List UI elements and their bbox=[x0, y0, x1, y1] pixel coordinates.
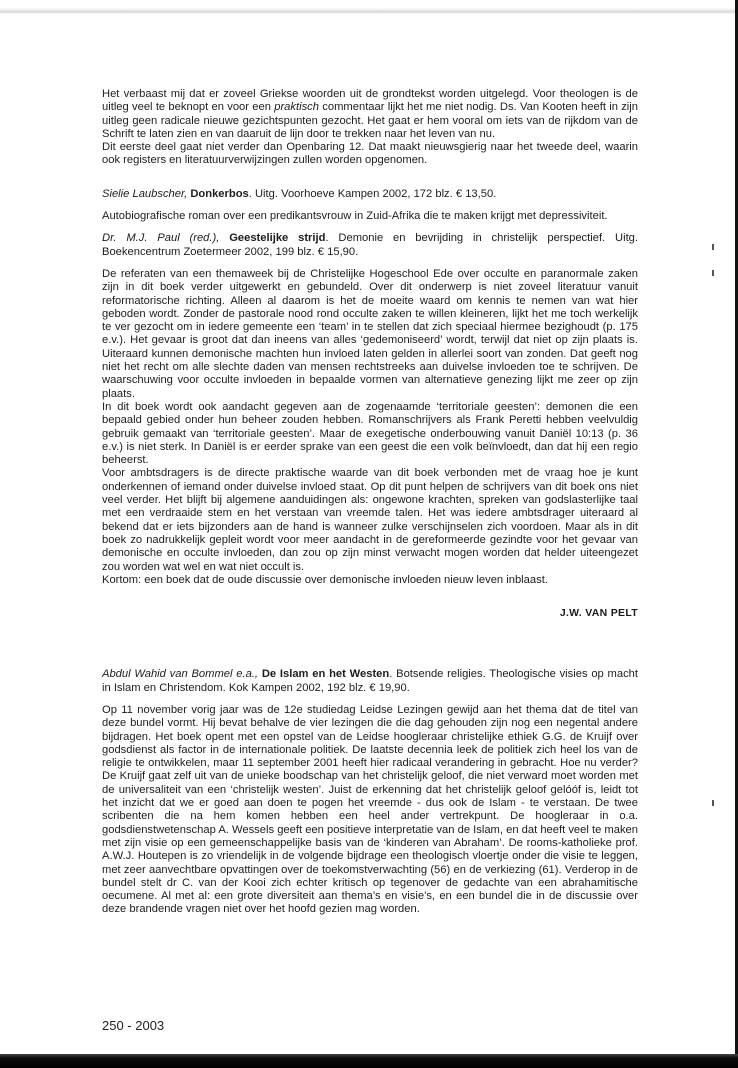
review-paragraph: In dit boek wordt ook aandacht gegeven aan de zogenaamde ‘territoriale geesten’: demonen die een bepaald gebied onder hun beheer zouden hebben. Romanschrijvers als Frank Peretti hebben veelvuldig gebruik gemaakt van ‘territoriale geesten’. Maar de exegetische onderbouwing vanuit Daniël 10:13 (p. 36 e.v.) is niet sterk. In Daniël is er eerder sprake van een geest die een volk beïnvloedt, dan dat hij een regio beheerst. bbox=[102, 400, 638, 467]
review-paragraph: Voor ambtsdragers is de directe praktische waarde van dit boek verbonden met de vraag hoe je kunt onderkennen of iemand onder duivelse invloed staat. Op dit punt helpen de schrijvers van dit boek ons niet veel verder. Het blijft bij algemene aanduidingen als: ongewone krachten, spreken van godslasterlijke taal met een verdraaide stem en het verstaan van vreemde talen. Het was iedere ambtsdrager uiteraard al bekend dat er iets bijzonders aan de hand is wanneer zulke verschijnselen zich voordoen. Maar als in dit boek zo nadrukkelijk gepleit wordt voor meer aandacht in de gereformeerde gezindte voor het gevaar van demonische en occulte invloeden, dan zou op zijn minst verwacht mogen worden dat helder uiteengezet zou worden wat wel en wat niet occult is. bbox=[102, 467, 638, 573]
review-openbaring-continued bbox=[102, 88, 638, 168]
scan-speck bbox=[712, 270, 714, 276]
book-entry-donkerbos bbox=[102, 188, 638, 224]
book-title: Geestelijke strijd bbox=[229, 232, 326, 245]
book-author: Sielie Laubscher, bbox=[102, 187, 188, 200]
book-reference bbox=[102, 188, 638, 201]
book-details: . Botsende religies. Theologische visies op macht in Islam en Christendom. Kok Kampen 2002, 192 blz. € 19,90. bbox=[102, 668, 639, 694]
review-paragraph: Het verbaast mij dat er zoveel Griekse woorden uit de grondtekst worden uitgelegd. Voor theologen is de uitleg veel te beknopt en voor een praktisch commentaar lijkt het me niet nodig. Ds. Van Kooten heeft in zijn uitleg geen radicale nieuwe gezichtspunten gezocht. Het gaat er hem vooral om iets van de rijkdom van de Schrift te laten zien en van daaruit de lijn door te trekken naar het leven van nu. bbox=[102, 88, 638, 140]
scan-speck bbox=[712, 800, 714, 806]
book-title: De Islam en het Westen bbox=[261, 668, 390, 681]
scan-top-edge bbox=[0, 0, 738, 14]
book-entry-geestelijke-strijd bbox=[102, 232, 638, 620]
book-summary: Autobiografische roman over een predikantsvrouw in Zuid-Afrika die te maken krijgt met depressiviteit. bbox=[102, 210, 608, 223]
book-author: Abdul Wahid van Bommel e.a., bbox=[102, 668, 259, 681]
review-paragraph: Kortom: een boek dat de oude discussie over demonische invloeden nieuw leven inblaast. bbox=[102, 573, 548, 586]
book-details: . Demonie en bevrijding in christelijk perspectief. Uitg. Boekencentrum Zoetermeer 2002, 199 blz. € 15,90. bbox=[102, 232, 639, 258]
page-number: 250 - 2003 bbox=[102, 1018, 165, 1033]
review-paragraph: De referaten van een themaweek bij de Christelijke Hogeschool Ede over occulte en paranormale zaken zijn in dit boek verder uitgewerkt en gebundeld. Over dit onderwerp is niet zoveel literatuur vanuit reformatorische richting. Alleen al daarom is het de moeite waard om kennis te nemen van wat hier geboden wordt. Zonder de pastorale nood rond occulte zaken te willen kleineren, lijkt het me toch werkelijk te ver gezocht om in iedere gemeente een ‘team’ in te stellen dat zich speciaal hiermee bezighoudt (p. 175 e.v.). Het gevaar is groot dat dan ineens van alles ‘gedemoniseerd’ wordt, terwijl dat niet op zijn plaats is. Uiteraard kunnen demonische machten hun invloed laten gelden in allerlei soort van zonden. Dat geeft nog niet het recht om alle slechte daden van mensen rechtstreeks aan duivelse invloeden toe te schrijven. De waarschuwing voor occulte invloeden in bepaalde vormen van alternatieve genezing lijkt me zeer op zijn plaats. bbox=[102, 267, 638, 400]
page-content bbox=[102, 88, 638, 917]
book-details: . Uitg. Voorhoeve Kampen 2002, 172 blz. € 13,50. bbox=[248, 187, 497, 200]
scan-speck bbox=[712, 244, 714, 250]
reviewer-signature: J.W. VAN PELT bbox=[559, 607, 638, 620]
book-reference bbox=[102, 668, 638, 695]
book-entry-islam-westen bbox=[102, 668, 638, 916]
book-reference bbox=[102, 232, 638, 259]
scan-bottom-edge bbox=[0, 1054, 738, 1068]
book-title: Donkerbos bbox=[190, 187, 249, 200]
book-author: Dr. M.J. Paul (red.), bbox=[102, 232, 220, 245]
review-paragraph: Dit eerste deel gaat niet verder dan Openbaring 12. Dat maakt nieuwsgierig naar het tweede deel, waarin ook registers en literatuurverwijzingen zullen worden opgenomen. bbox=[102, 141, 638, 167]
review-paragraph: Op 11 november vorig jaar was de 12e studiedag Leidse Lezingen gewijd aan het thema dat de titel van deze bundel vormt. Hij bevat behalve de vier lezingen die die dag gehouden zijn nog een negental andere bijdragen. Het boek opent met een opstel van de Leidse hoogleraar christelijke ethiek G.G. de Kruijf over godsdienst als factor in de internationale politiek. De laatste decennia leek de politiek zich heel los van de religie te ontwikkelen, maar 11 september 2001 heeft hier radicaal verandering in gebracht. Hoe nu verder? De Kruijf gaat zelf uit van de unieke boodschap van het christelijk geloof, die niet verward moet worden met de universaliteit van een ‘christelijk westen’. Juist de erkenning dat het christelijk geloof gelóóf is, leidt tot het inzicht dat we er goed aan doen te pogen het vreemde - dus ook de Islam - te verstaan. De twee scribenten die na hem komen hebben een heel ander vertrekpunt. De hoogleraar in o.a. godsdienstwetenschap A. Wessels geeft een positieve interpretatie van de Islam, en dat heeft veel te maken met zijn visie op een gemeenschappelijke basis van de ‘kinderen van Abraham’. De rooms-katholieke prof. A.W.J. Houtepen is zo vriendelijk in de volgende bijdrage een theologisch vloertje onder die visie te leggen, met zeer aanvechtbare opvattingen over de toekomstverwachting (56) en de verkiezing (61). Verderop in de bundel stelt dr C. van der Kooi zich echter kritisch op tegenover de gedachte van een abrahamitische oecumene. Al met al: een grote diversiteit aan thema’s en visie’s, en een bundel die in de discussie over deze brandende vragen niet over het hoofd gezien mag worden. bbox=[102, 703, 638, 916]
